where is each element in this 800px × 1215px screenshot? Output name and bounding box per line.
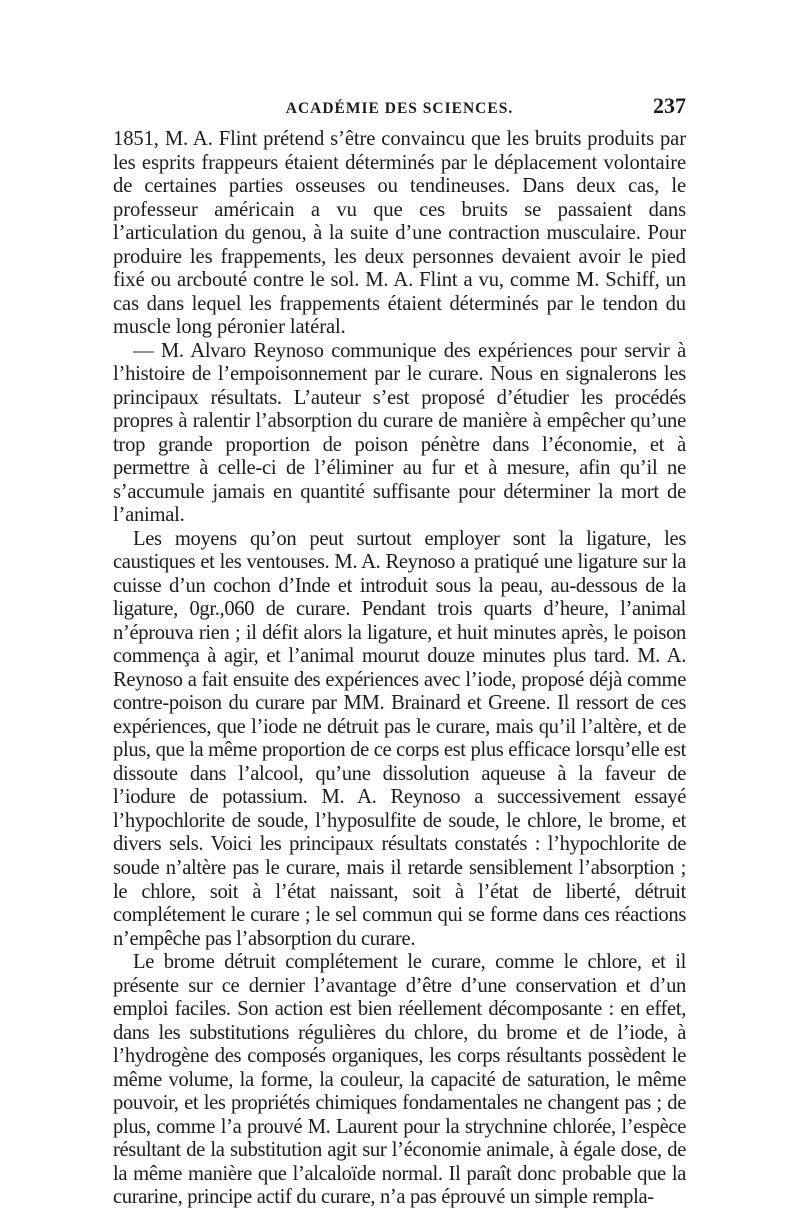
page-number: 237 <box>653 93 686 118</box>
paragraph-reynoso-intro: — M. Alvaro Reynoso communique des expériences pour servir à l’histoire de l’empoisonnement par le curare. Nous en signalerons les principaux résultats. L’auteur s’est proposé d’étudier les procédés propres à ralentir l’absorption du curare de manière à empêcher qu’une trop grande proportion de poison pénètre dans l’économie, et à permettre à celle-ci de l’éliminer au fur et à mesure, afin qu’il ne s’accumule jamais en quantité suffisante pour déterminer la mort de l’animal. <box>113 339 686 527</box>
book-page <box>113 88 686 1210</box>
running-head <box>113 88 686 128</box>
paragraph-brome: Le brome détruit complétement le curare, comme le chlore, et il présente sur ce dernier l’avantage d’être d’une conservation et d’un emploi faciles. Son action est bien réellement décomposante : en effet, dans les substitutions régulières du chlore, du brome et de l’iode, à l’hydrogène des composés organiques, les corps résultants possèdent le même volume, la forme, la couleur, la capacité de saturation, le même pouvoir, et les propriétés chimiques fondamentales ne changent pas ; de plus, comme l’a prouvé M. Laurent pour la strychnine chlorée, l’espèce résultant de la substitution agit sur l’économie animale, à égale dose, de la même manière que l’alcaloïde normal. Il paraît donc probable que la curarine, principe actif du curare, n’a pas éprouvé un simple rempla- <box>113 951 686 1209</box>
running-title: ACADÉMIE DES SCIENCES. <box>285 100 514 117</box>
paragraph-flint: 1851, M. A. Flint prétend s’être convaincu que les bruits produits par les esprits frappeurs étaient déterminés par le déplacement volontaire de certaines parties osseuses ou tendineuses. Dans deux cas, le professeur américain a vu que ces bruits se passaient dans l’articulation du genou, à la suite d’une contraction musculaire. Pour produire les frappements, les deux personnes devaient avoir le pied fixé ou arcbouté contre le sol. M. A. Flint a vu, comme M. Schiff, un cas dans lequel les frappements étaient déterminés par le tendon du muscle long péronier latéral. <box>113 128 686 339</box>
paragraph-ligature-experiments: Les moyens qu’on peut surtout employer sont la ligature, les caustiques et les ventouses. M. A. Reynoso a pratiqué une ligature sur la cuisse d’un cochon d’Inde et introduit sous la peau, au-dessous de la ligature, 0gr.,060 de curare. Pendant trois quarts d’heure, l’animal n’éprouva rien ; il défit alors la ligature, et huit minutes après, le poison commença à agir, et l’animal mourut douze minutes plus tard. M. A. Reynoso a fait ensuite des expériences avec l’iode, proposé déjà comme contre-poison du curare par MM. Brainard et Greene. Il ressort de ces expériences, que l’iode ne détruit pas le curare, mais qu’il l’altère, et de plus, que la même proportion de ce corps est plus efficace lorsqu’elle est dissoute dans l’alcool, qu’une dissolution aqueuse à la faveur de l’iodure de potassium. M. A. Reynoso a successivement essayé l’hypochlorite de soude, l’hyposulfite de soude, le chlore, le brome, et divers sels. Voici les principaux résultats constatés : l’hypochlorite de soude n’altère pas le curare, mais il retarde sensiblement l’absorption ; le chlore, soit à l’état naissant, soit à l’état de liberté, détruit complétement le curare ; le sel commun qui se forme dans ces réactions n’empêche pas l’absorption du curare. <box>113 527 686 950</box>
